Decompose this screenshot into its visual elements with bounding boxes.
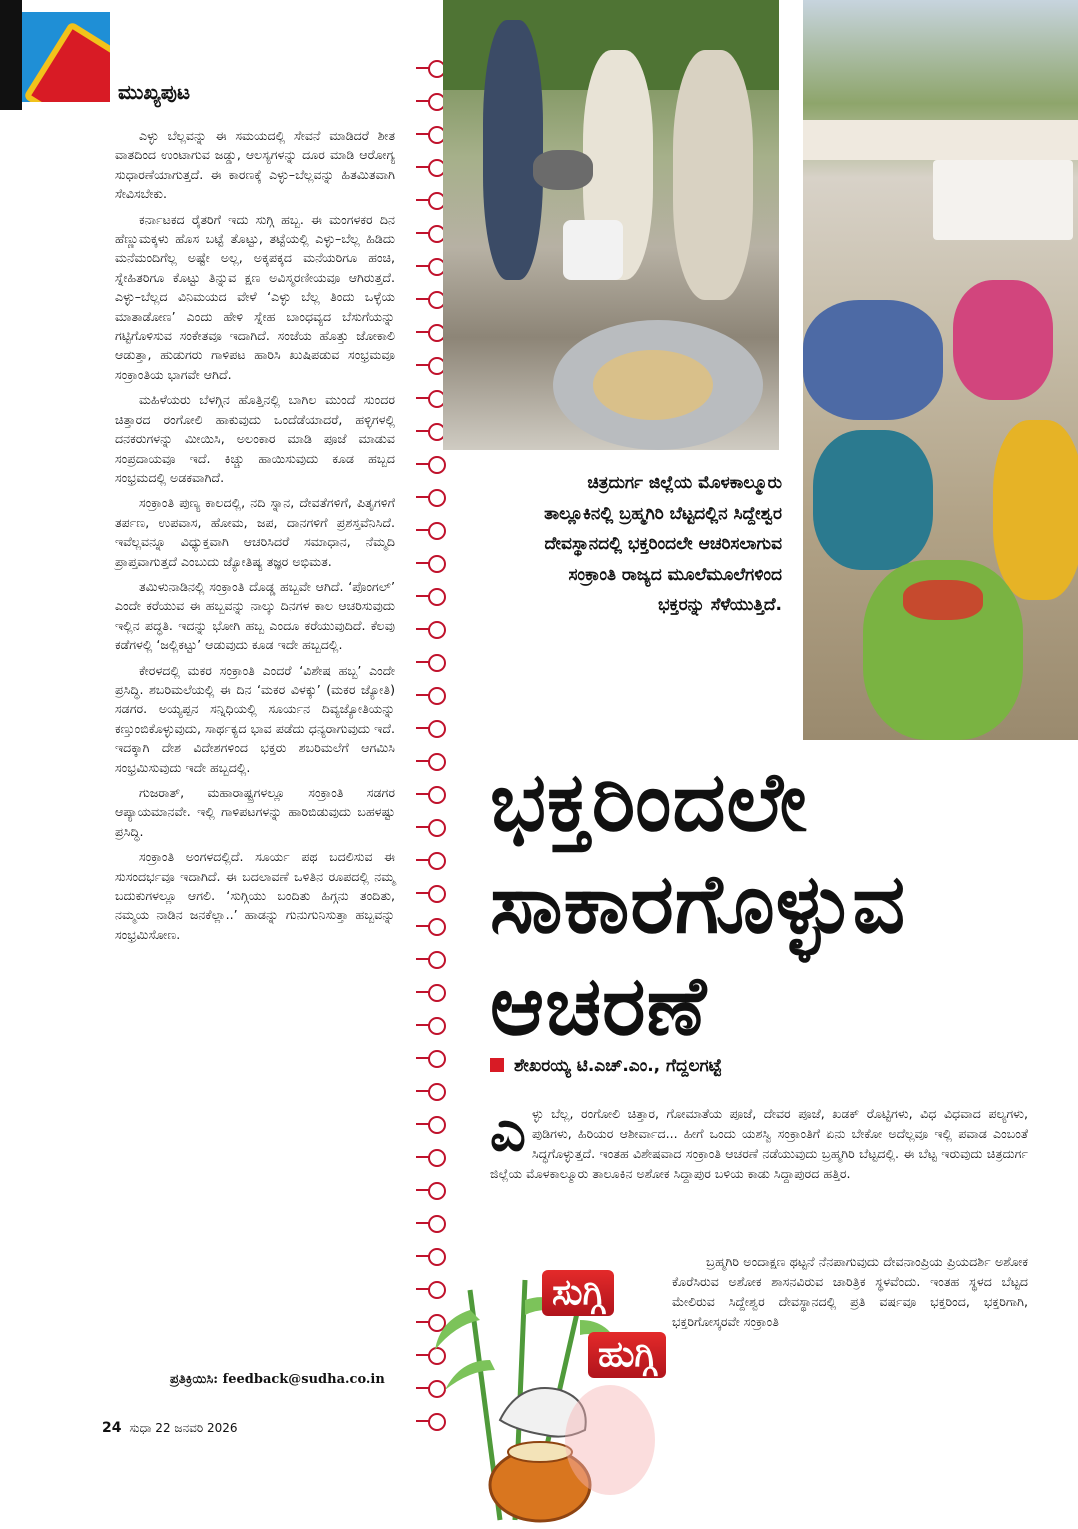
left-paragraph: ಕರ್ನಾಟಕದ ರೈತರಿಗೆ ಇದು ಸುಗ್ಗಿ ಹಬ್ಬ. ಈ ಮಂಗಳಕರ ದಿನ ಹೆಣ್ಣುಮಕ್ಕಳು ಹೊಸ ಬಟ್ಟೆ ತೊಟ್ಟು, ತಟ್ಟೆಯಲ್ಲಿ ಎಳ್ಳು–ಬೆಲ್ಲ ಹಿಡಿದು ಮನೆಮಂದಿಗೆಲ್ಲ ಅಷ್ಟೇ ಅಲ್ಲ, ಅಕ್ಕಪಕ್ಕದ ಮನೆಯರಿಗೂ ಹಂಚಿ, ಸ್ನೇಹಿತರಿಗೂ ಕೊಟ್ಟು ತಿನ್ನುವ ಕ್ಷಣ ಅವಿಸ್ಮರಣೀಯವೂ ಆಗಿರುತ್ತದೆ. ಎಳ್ಳು–ಬೆಲ್ಲದ ವಿನಿಮಯದ ವೇಳೆ ‘ಎಳ್ಳು ಬೆಲ್ಲ ತಿಂದು ಒಳ್ಳೆಯ ಮಾತಾಡೋಣ’ ಎಂದು ಹೇಳಿ ಸ್ನೇಹ ಬಾಂಧವ್ಯದ ಬೆಸುಗೆಯನ್ನು ಗಟ್ಟಿಗೊಳಿಸುವ ಸಂಕೇತವೂ ಇದಾಗಿದೆ. ಸಂಜೆಯ ಹೊತ್ತು ಜೋಕಾಲಿ ಆಡುತ್ತಾ, ಹುಡುಗರು ಗಾಳಿಪಟ ಹಾರಿಸಿ ಖುಷಿಪಡುವ ಸಂಭ್ರಮವೂ ಸಂಕ್ರಾಂತಿಯ ಭಾಗವೇ ಆಗಿದೆ. bbox=[115, 211, 395, 382]
ring-icon bbox=[428, 720, 446, 738]
headline bbox=[490, 752, 1050, 1058]
ring-icon bbox=[428, 984, 446, 1002]
sticker-word: ಸುಗ್ಗಿ bbox=[542, 1270, 614, 1316]
byline bbox=[490, 1056, 722, 1076]
drop-cap: ಎ bbox=[490, 1099, 526, 1164]
ring-icon bbox=[428, 456, 446, 474]
body-paragraph-1 bbox=[490, 1099, 1028, 1184]
headline-line: ಸಾಕಾರಗೊಳ್ಳುವ bbox=[490, 857, 907, 952]
ring-icon bbox=[428, 1050, 446, 1068]
logo-book-shape bbox=[23, 21, 110, 102]
sticker-word: ಹುಗ್ಗಿ bbox=[588, 1332, 666, 1378]
left-paragraph: ಕೇರಳದಲ್ಲಿ ಮಕರ ಸಂಕ್ರಾಂತಿ ಎಂದರೆ ‘ವಿಶೇಷ ಹಬ್ಬ’ ಎಂದೇ ಪ್ರಸಿದ್ಧಿ. ಶಬರಿಮಲೆಯಲ್ಲಿ ಈ ದಿನ ‘ಮಕರ ವಿಳಕ್ಕು’ (ಮಕರ ಜ್ಯೋತಿ) ಸಡಗರ. ಅಯ್ಯಪ್ಪನ ಸನ್ನಿಧಿಯಲ್ಲಿ ಸೂರ್ಯನ ದಿವ್ಯಜ್ಯೋತಿಯನ್ನು ಕಣ್ತುಂಬಿಕೊಳ್ಳುವುದು, ಸಾರ್ಥಕ್ಯದ ಭಾವ ಪಡೆದು ಧನ್ಯರಾಗುವುದು ಇದೆ. ಇದಕ್ಕಾಗಿ ದೇಶ ವಿದೇಶಗಳಿಂದ ಭಕ್ತರು ಶಬರಿಮಲೆಗೆ ಆಗಮಿಸಿ ಸಂಭ್ರಮಿಸುವುದು ಇದೇ ಹಬ್ಬದಲ್ಲಿ. bbox=[115, 662, 395, 775]
ring-icon bbox=[428, 522, 446, 540]
ring-icon bbox=[428, 489, 446, 507]
byline-square-icon bbox=[490, 1058, 504, 1072]
ring-icon bbox=[428, 852, 446, 870]
photo-cooking bbox=[443, 0, 779, 450]
left-paragraph: ಗುಜರಾತ್, ಮಹಾರಾಷ್ಟ್ರಗಳಲ್ಲೂ ಸಂಕ್ರಾಂತಿ ಸಡಗರ ಆಪ್ಯಾಯಮಾನವೇ. ಇಲ್ಲಿ ಗಾಳಿಪಟಗಳನ್ನು ಹಾರಿಬಿಡುವುದು ಬಹಳಷ್ಟು ಪ್ರಸಿದ್ಧಿ. bbox=[115, 785, 395, 839]
ring-icon bbox=[428, 1215, 446, 1233]
ring-icon bbox=[428, 885, 446, 903]
left-paragraph: ತಮಿಳುನಾಡಿನಲ್ಲಿ ಸಂಕ್ರಾಂತಿ ದೊಡ್ಡ ಹಬ್ಬವೇ ಆಗಿದೆ. ‘ಪೊಂಗಲ್’ ಎಂದೇ ಕರೆಯುವ ಈ ಹಬ್ಬವನ್ನು ನಾಲ್ಕು ದಿನಗಳ ಕಾಲ ಆಚರಿಸುವುದು ಇಲ್ಲಿನ ಪದ್ಧತಿ. ಇದನ್ನು ಭೋಗಿ ಹಬ್ಬ ಎಂದೂ ಕರೆಯುವುದಿದೆ. ಕೆಲವು ಕಡೆಗಳಲ್ಲಿ ‘ಜಲ್ಲಿಕಟ್ಟು’ ಆಡುವುದು ಕೂಡ ಇದೇ ಹಬ್ಬದಲ್ಲಿ. bbox=[115, 578, 395, 653]
ring-icon bbox=[428, 1182, 446, 1200]
section-logo bbox=[22, 12, 110, 102]
photo-caption: ಚಿತ್ರದುರ್ಗ ಜಿಲ್ಲೆಯ ಮೊಳಕಾಲ್ಮೂರು ತಾಲ್ಲೂಕಿನಲ್ಲಿ ಬ್ರಹ್ಮಗಿರಿ ಬೆಟ್ಟದಲ್ಲಿನ ಸಿದ್ದೇಶ್ವರ ದೇವಸ್ಥಾನದಲ್ಲಿ ಭಕ್ತರಿಂದಲೇ ಆಚರಿಸಲಾಗುವ ಸಂಕ್ರಾಂತಿ ರಾಜ್ಯದ ಮೂಲೆಮೂಲೆಗಳಿಂದ ಭಕ್ತರನ್ನು ಸೆಳೆಯುತ್ತಿದೆ. bbox=[544, 473, 782, 615]
feedback-label: ಪ್ರತಿಕ್ರಿಯಿಸಿ: bbox=[170, 1372, 219, 1387]
page-footer bbox=[102, 1420, 238, 1436]
page-number: 24 bbox=[102, 1420, 122, 1436]
body-text: ಳ್ಳು ಬೆಲ್ಲ, ರಂಗೋಲಿ ಚಿತ್ತಾರ, ಗೋಮಾತೆಯ ಪೂಜೆ, ದೇವರ ಪೂಜೆ, ಖಡಕ್ ರೊಟ್ಟಿಗಳು, ವಿಧ ವಿಧವಾದ ಪಲ್ಯಗಳು, ಪುಡಿಗಳು, ಹಿರಿಯರ ಆಶೀರ್ವಾದ... ಹೀಗೆ ಒಂದು ಯಶಸ್ವಿ ಸಂಕ್ರಾಂತಿಗೆ ಏನು ಬೇಕೋ ಅದೆಲ್ಲವೂ ಇಲ್ಲಿ ಪವಾಡ ಎಂಬಂತೆ ಸಿದ್ಧಗೊಳ್ಳುತ್ತದೆ. ಇಂತಹ ವಿಶೇಷವಾದ ಸಂಕ್ರಾಂತಿ ಆಚರಣೆ ನಡೆಯುವುದು ಬ್ರಹ್ಮಗಿರಿ ಬೆಟ್ಟದಲ್ಲಿ. ಈ ಬೆಟ್ಟ ಇರುವುದು ಚಿತ್ರದುರ್ಗ ಜಿಲ್ಲೆಯ ಮೊಳಕಾಲ್ಮೂರು ತಾಲೂಕಿನ ಅಶೋಕ ಸಿದ್ದಾಪುರ ಬಳಿಯ ಕಾಡು ಸಿದ್ದಾಪುರದ ಹತ್ತಿರ. bbox=[490, 1106, 1028, 1181]
headline-line: ಭಕ್ತರಿಂದಲೇ bbox=[490, 755, 808, 850]
ring-icon bbox=[428, 951, 446, 969]
feedback-line bbox=[170, 1372, 385, 1387]
ring-icon bbox=[428, 1083, 446, 1101]
headline-line: ಆಚರಣೆ bbox=[490, 959, 708, 1054]
ring-icon bbox=[428, 1017, 446, 1035]
ring-icon bbox=[428, 1248, 446, 1266]
ring-icon bbox=[428, 555, 446, 573]
ring-icon bbox=[428, 819, 446, 837]
ring-icon bbox=[428, 786, 446, 804]
ring-icon bbox=[428, 654, 446, 672]
ring-icon bbox=[428, 687, 446, 705]
ring-icon bbox=[428, 1149, 446, 1167]
photo-devotees-eating bbox=[803, 0, 1078, 740]
issue-date: ಸುಧಾ 22 ಜನವರಿ 2026 bbox=[129, 1421, 238, 1435]
body-paragraph-2: ಬ್ರಹ್ಮಗಿರಿ ಅಂದಾಕ್ಷಣ ಥಟ್ಟನೆ ನೆನಪಾಗುವುದು ದೇವನಾಂಪ್ರಿಯ ಪ್ರಿಯದರ್ಶಿ ಅಶೋಕ ಕೊರೆಸಿರುವ ಅಶೋಕ ಶಾಸನವಿರುವ ಚಾರಿತ್ರಿಕ ಸ್ಥಳವೆಂದು. ಇಂತಹ ಸ್ಥಳದ ಬೆಟ್ಟದ ಮೇಲಿರುವ ಸಿದ್ದೇಶ್ವರ ದೇವಸ್ಥಾನದಲ್ಲಿ ಪ್ರತಿ ವರ್ಷವೂ ಭಕ್ತರಿಂದ, ಭಕ್ತರಿಗಾಗಿ, ಭಕ್ತರಿಗೋಸ್ಕರವೇ ಸಂಕ್ರಾಂತಿ bbox=[672, 1254, 1028, 1329]
ring-icon bbox=[428, 621, 446, 639]
ring-icon bbox=[428, 918, 446, 936]
ring-icon bbox=[428, 753, 446, 771]
left-paragraph: ಎಳ್ಳು ಬೆಲ್ಲವನ್ನು ಈ ಸಮಯದಲ್ಲಿ ಸೇವನೆ ಮಾಡಿದರೆ ಶೀತ ವಾತದಿಂದ ಉಂಟಾಗುವ ಜಡ್ಡು, ಆಲಸ್ಯಗಳನ್ನು ದೂರ ಮಾಡಿ ಆರೋಗ್ಯ ಸುಧಾರಣೆಯಾಗುತ್ತದೆ. ಈ ಕಾರಣಕ್ಕೆ ಎಳ್ಳು–ಬೆಲ್ಲವನ್ನು ಹಿತಮಿತವಾಗಿ ಸೇವಿಸಬೇಕು. bbox=[115, 128, 395, 202]
ring-icon bbox=[428, 588, 446, 606]
author-name: ಶೇಖರಯ್ಯ ಟಿ.ಎಚ್.ಎಂ., ಗೆದ್ದಲಗಟ್ಟೆ bbox=[514, 1056, 722, 1076]
feedback-email[interactable]: feedback@sudha.co.in bbox=[222, 1372, 385, 1387]
logo-bar bbox=[0, 0, 22, 110]
left-column bbox=[115, 126, 395, 950]
ring-icon bbox=[428, 1116, 446, 1134]
sugarcane-pot-illustration bbox=[430, 1270, 670, 1525]
left-paragraph: ಮಹಿಳೆಯರು ಬೆಳಗ್ಗಿನ ಹೊತ್ತಿನಲ್ಲಿ ಬಾಗಿಲ ಮುಂದೆ ಸುಂದರ ಚಿತ್ತಾರದ ರಂಗೋಲಿ ಹಾಕುವುದು ಒಂದೆಡೆಯಾದರೆ, ಹಳ್ಳಿಗಳಲ್ಲಿ ದನಕರುಗಳನ್ನು ಮೀಯಿಸಿ, ಅಲಂಕಾರ ಮಾಡಿ ಪೂಜೆ ಮಾಡುವ ಸಂಪ್ರದಾಯವೂ ಇದೆ. ಕಿಚ್ಚು ಹಾಯಿಸುವುದು ಕೂಡ ಹಬ್ಬದ ಸಂಭ್ರಮದಲ್ಲಿ ಅಡಕವಾಗಿದೆ. bbox=[115, 392, 395, 485]
left-paragraph: ಸಂಕ್ರಾಂತಿ ಅಂಗಳದಲ್ಲಿದೆ. ಸೂರ್ಯ ಪಥ ಬದಲಿಸುವ ಈ ಸುಸಂದರ್ಭವೂ ಇದಾಗಿದೆ. ಈ ಬದಲಾವಣೆ ಒಳಿತಿನ ರೂಪದಲ್ಲಿ ನಮ್ಮ ಬದುಕುಗಳಲ್ಲೂ ಆಗಲಿ. ‘ಸುಗ್ಗಿಯು ಬಂದಿತು ಹಿಗ್ಗನು ತಂದಿತು, ನಮ್ಮಯ ನಾಡಿನ ಜನಕೆಲ್ಲಾ..’ ಹಾಡನ್ನು ಗುನುಗುನಿಸುತ್ತಾ ಹಬ್ಬವನ್ನು ಸಂಭ್ರಮಿಸೋಣ. bbox=[115, 849, 395, 942]
section-title: ಮುಖ್ಯಪುಟ bbox=[118, 80, 191, 104]
left-paragraph: ಸಂಕ್ರಾಂತಿ ಪುಣ್ಯ ಕಾಲದಲ್ಲಿ, ನದಿ ಸ್ನಾನ, ದೇವತೆಗಳಿಗೆ, ಪಿತೃಗಳಿಗೆ ತರ್ಪಣ, ಉಪವಾಸ, ಹೋಮ, ಜಪ, ದಾನಗಳಿಗೆ ಪ್ರಶಸ್ತವೆನಿಸಿದೆ. ಇವೆಲ್ಲವನ್ನೂ ವಿಧ್ಯುಕ್ತವಾಗಿ ಆಚರಿಸಿದರೆ ಸಮಾಧಾನ, ನೆಮ್ಮದಿ ಪ್ರಾಪ್ತವಾಗುತ್ತದೆ ಎಂಬುದು ಜ್ಯೋತಿಷ್ಯ ತಜ್ಞರ ಅಭಿಮತ. bbox=[115, 495, 395, 569]
